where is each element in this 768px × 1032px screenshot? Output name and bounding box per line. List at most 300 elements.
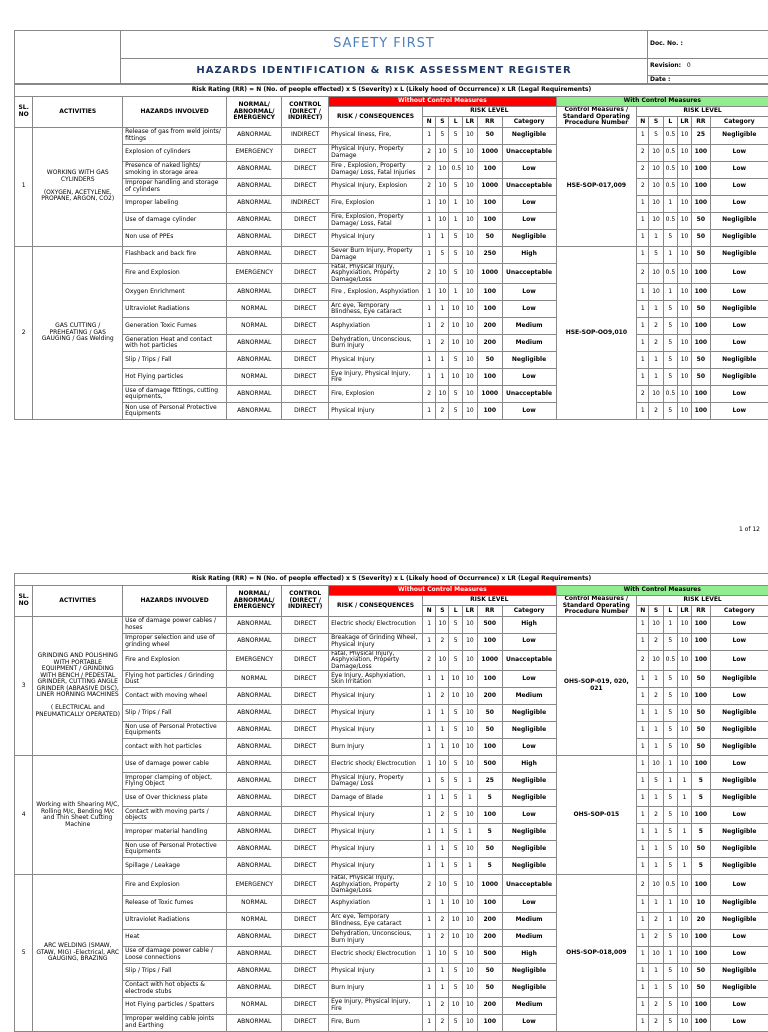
- lr-cell: 10: [677, 161, 691, 178]
- control-type-cell: DIRECT: [282, 912, 329, 929]
- table-row: [15, 403, 768, 420]
- rr-cell: 100: [692, 178, 710, 195]
- l-cell: 5: [663, 403, 677, 420]
- s-cell: 1: [436, 705, 449, 722]
- category-cell: Medium: [502, 997, 556, 1014]
- l-cell: 5: [449, 790, 462, 807]
- l-cell: 5: [663, 352, 677, 369]
- col-s: S: [649, 606, 663, 616]
- category-cell: Low: [502, 195, 556, 212]
- category-cell: Negligible: [710, 246, 768, 263]
- table-row: [15, 997, 768, 1014]
- l-cell: 0.5: [663, 386, 677, 403]
- condition-cell: ABNORMAL: [227, 790, 282, 807]
- category-cell: Low: [710, 161, 768, 178]
- n-cell: 2: [422, 263, 435, 284]
- control-type-cell: INDIRECT: [282, 195, 329, 212]
- s-cell: 10: [649, 946, 663, 963]
- without-control-header: Without Control Measures: [329, 97, 556, 107]
- condition-cell: ABNORMAL: [227, 195, 282, 212]
- hazard-cell: Presence of naked lights/ smoking in storage area: [123, 161, 227, 178]
- control-type-cell: DIRECT: [282, 895, 329, 912]
- l-cell: 5: [663, 335, 677, 352]
- l-cell: 5: [449, 875, 462, 896]
- consequence-cell: Eye Injury, Physical Injury, Fire: [329, 997, 423, 1014]
- l-cell: 5: [663, 963, 677, 980]
- rr-cell: 100: [692, 144, 710, 161]
- hazard-cell: Ultraviolet Radiations: [123, 301, 227, 318]
- l-cell: 5: [449, 858, 462, 875]
- category-cell: Low: [502, 284, 556, 301]
- n-cell: 1: [637, 929, 649, 946]
- rr-cell: 200: [478, 997, 502, 1014]
- control-type-cell: DIRECT: [282, 722, 329, 739]
- l-cell: 5: [449, 178, 462, 195]
- lr-cell: 10: [462, 895, 477, 912]
- lr-cell: 10: [677, 369, 691, 386]
- lr-cell: 10: [462, 875, 477, 896]
- register-title: HAZARDS IDENTIFICATION & RISK ASSESSMENT REGISTER: [121, 59, 648, 84]
- category-cell: Unacceptable: [502, 178, 556, 195]
- col-l: L: [449, 117, 462, 127]
- hazard-cell: Non use of Personal Protective Equipments: [123, 722, 227, 739]
- l-cell: 1: [663, 756, 677, 773]
- n-cell: 1: [637, 705, 649, 722]
- table-row: [15, 824, 768, 841]
- consequence-cell: Electric shock/ Electrocution: [329, 946, 423, 963]
- hazard-cell: Release of Toxic fumes: [123, 895, 227, 912]
- category-cell: Medium: [502, 335, 556, 352]
- n-cell: 1: [422, 858, 435, 875]
- lr-cell: 10: [462, 229, 477, 246]
- n-cell: 1: [422, 997, 435, 1014]
- lr-cell: 10: [677, 895, 691, 912]
- control-type-cell: DIRECT: [282, 386, 329, 403]
- condition-cell: ABNORMAL: [227, 963, 282, 980]
- consequence-cell: Breakage of Grinding Wheel, Physical Injury: [329, 633, 423, 650]
- lr-cell: 1: [677, 790, 691, 807]
- n-cell: 1: [422, 127, 435, 144]
- category-cell: Low: [710, 756, 768, 773]
- n-cell: 1: [637, 756, 649, 773]
- category-cell: Low: [710, 335, 768, 352]
- activity-cell: Working with Shearing M/C, Rolling M/c, Bending M/c and Thin Sheet Cutting Machine: [33, 756, 123, 875]
- consequence-cell: Arc eye, Temporary Blindness, Eye cataract: [329, 912, 423, 929]
- category-cell: High: [502, 756, 556, 773]
- s-cell: 2: [649, 688, 663, 705]
- consequence-cell: Asphyxiation: [329, 318, 423, 335]
- sl-number: 1: [15, 127, 33, 246]
- l-cell: 5: [663, 1014, 677, 1031]
- n-cell: 2: [637, 144, 649, 161]
- hazard-cell: Use of damage fittings, cutting equipments,: [123, 386, 227, 403]
- without-control-header: Without Control Measures: [329, 586, 556, 596]
- condition-cell: ABNORMAL: [227, 616, 282, 633]
- l-cell: 10: [449, 671, 462, 688]
- rr-cell: 1000: [478, 144, 502, 161]
- lr-cell: 10: [462, 946, 477, 963]
- s-cell: 1: [436, 963, 449, 980]
- hazard-cell: Improper labeling: [123, 195, 227, 212]
- consequence-cell: Physical Injury, Property Damage: [329, 144, 423, 161]
- rr-cell: 100: [478, 212, 502, 229]
- table-row: [15, 144, 768, 161]
- lr-cell: 10: [462, 633, 477, 650]
- lr-cell: 10: [677, 284, 691, 301]
- category-cell: Negligible: [710, 773, 768, 790]
- lr-cell: 10: [677, 403, 691, 420]
- lr-cell: 10: [462, 127, 477, 144]
- lr-cell: 1: [462, 858, 477, 875]
- l-cell: 5: [663, 301, 677, 318]
- col-lr: LR: [462, 606, 477, 616]
- control-type-cell: DIRECT: [282, 263, 329, 284]
- rr-cell: 100: [692, 1014, 710, 1031]
- condition-cell: ABNORMAL: [227, 178, 282, 195]
- col-category: Category: [502, 117, 556, 127]
- table-row: [15, 229, 768, 246]
- n-cell: 1: [637, 352, 649, 369]
- rr-cell: 10: [692, 895, 710, 912]
- category-cell: Unacceptable: [502, 144, 556, 161]
- hazard-cell: Use of damage power cable / Loose connections: [123, 946, 227, 963]
- lr-cell: 10: [677, 929, 691, 946]
- n-cell: 1: [422, 963, 435, 980]
- l-cell: 0.5: [449, 161, 462, 178]
- rr-cell: 50: [478, 722, 502, 739]
- table-row: [15, 386, 768, 403]
- col-s: S: [436, 117, 449, 127]
- control-type-cell: DIRECT: [282, 929, 329, 946]
- condition-cell: NORMAL: [227, 369, 282, 386]
- category-cell: Negligible: [502, 127, 556, 144]
- n-cell: 1: [637, 246, 649, 263]
- s-cell: 1: [649, 722, 663, 739]
- l-cell: 0.5: [663, 212, 677, 229]
- s-cell: 2: [649, 1014, 663, 1031]
- control-type-cell: DIRECT: [282, 633, 329, 650]
- n-cell: 1: [422, 688, 435, 705]
- control-type-cell: DIRECT: [282, 403, 329, 420]
- lr-cell: 10: [462, 722, 477, 739]
- n-cell: 1: [422, 352, 435, 369]
- n-cell: 1: [422, 824, 435, 841]
- lr-cell: 10: [677, 212, 691, 229]
- table-row: [15, 739, 768, 756]
- category-cell: Medium: [502, 912, 556, 929]
- rr-cell: 50: [692, 229, 710, 246]
- s-cell: 10: [436, 178, 449, 195]
- n-cell: 2: [637, 161, 649, 178]
- table-row: [15, 178, 768, 195]
- category-cell: High: [502, 616, 556, 633]
- col-n: N: [422, 606, 435, 616]
- rr-cell: 100: [692, 335, 710, 352]
- rr-cell: 50: [692, 246, 710, 263]
- category-cell: Low: [502, 739, 556, 756]
- rr-cell: 25: [478, 773, 502, 790]
- rr-cell: 5: [478, 824, 502, 841]
- s-cell: 10: [649, 212, 663, 229]
- n-cell: 1: [637, 616, 649, 633]
- lr-cell: 10: [462, 739, 477, 756]
- consequence-cell: Fatal, Physical Injury, Asphyxiation, Property Damage/Loss: [329, 263, 423, 284]
- rr-cell: 5: [478, 790, 502, 807]
- consequence-cell: Asphyxiation: [329, 895, 423, 912]
- rr-cell: 50: [478, 963, 502, 980]
- control-type-cell: DIRECT: [282, 161, 329, 178]
- rr-cell: 50: [692, 705, 710, 722]
- lr-cell: 10: [462, 650, 477, 671]
- activity-cell: WORKING WITH GAS CYLINDERS (OXYGEN, ACETYLENE, PROPANE, ARGON, CO2): [33, 127, 123, 246]
- category-cell: Negligible: [502, 841, 556, 858]
- table-row: [15, 352, 768, 369]
- lr-cell: 1: [462, 773, 477, 790]
- control-type-cell: DIRECT: [282, 178, 329, 195]
- lr-cell: 10: [462, 688, 477, 705]
- n-cell: 1: [637, 127, 649, 144]
- condition-cell: ABNORMAL: [227, 722, 282, 739]
- category-cell: Low: [502, 1014, 556, 1031]
- l-cell: 5: [449, 946, 462, 963]
- risk-rating-formula: Risk Rating (RR) = N (No. of people effected) x S (Severity) x L (Likely hood of Occurrence) x LR (Legal Requirements): [15, 85, 768, 97]
- category-cell: Negligible: [710, 212, 768, 229]
- s-cell: 10: [436, 284, 449, 301]
- control-type-cell: DIRECT: [282, 773, 329, 790]
- l-cell: 5: [449, 756, 462, 773]
- control-type-cell: DIRECT: [282, 963, 329, 980]
- n-cell: 2: [422, 178, 435, 195]
- s-cell: 2: [649, 318, 663, 335]
- consequence-cell: Physical Injury: [329, 841, 423, 858]
- l-cell: 10: [449, 912, 462, 929]
- col-category: Category: [710, 606, 768, 616]
- col-sl: SL. NO: [15, 97, 33, 128]
- n-cell: 1: [637, 229, 649, 246]
- l-cell: 5: [663, 369, 677, 386]
- condition-cell: ABNORMAL: [227, 161, 282, 178]
- consequence-cell: Fire, Explosion: [329, 386, 423, 403]
- s-cell: 2: [649, 929, 663, 946]
- rr-cell: 100: [692, 403, 710, 420]
- n-cell: 1: [637, 824, 649, 841]
- consequence-cell: Physical Injury: [329, 705, 423, 722]
- category-cell: Negligible: [710, 229, 768, 246]
- table-row: [15, 790, 768, 807]
- l-cell: 1: [663, 946, 677, 963]
- condition-cell: ABNORMAL: [227, 858, 282, 875]
- page-2: [14, 573, 768, 1032]
- l-cell: 10: [449, 335, 462, 352]
- consequence-cell: Physical Injury: [329, 403, 423, 420]
- l-cell: 5: [449, 352, 462, 369]
- s-cell: 1: [649, 301, 663, 318]
- lr-cell: 10: [677, 688, 691, 705]
- sop-number-cell: OHS-SOP-019, 020, 021: [556, 616, 637, 756]
- lr-cell: 10: [677, 946, 691, 963]
- l-cell: 0.5: [663, 144, 677, 161]
- control-type-cell: DIRECT: [282, 807, 329, 824]
- l-cell: 5: [449, 722, 462, 739]
- rr-cell: 200: [478, 688, 502, 705]
- lr-cell: 10: [677, 318, 691, 335]
- lr-cell: 10: [677, 229, 691, 246]
- s-cell: 10: [436, 386, 449, 403]
- lr-cell: 10: [677, 912, 691, 929]
- consequence-cell: Fire, Explosion, Property Damage/ Loss, Fatal: [329, 212, 423, 229]
- table-row: [15, 318, 768, 335]
- s-cell: 10: [649, 178, 663, 195]
- category-cell: Negligible: [710, 858, 768, 875]
- sl-number: 3: [15, 616, 33, 756]
- s-cell: 1: [436, 895, 449, 912]
- lr-cell: 10: [677, 301, 691, 318]
- l-cell: 5: [449, 616, 462, 633]
- rr-cell: 5: [478, 858, 502, 875]
- s-cell: 1: [649, 895, 663, 912]
- s-cell: 2: [436, 807, 449, 824]
- category-cell: Negligible: [502, 705, 556, 722]
- l-cell: 5: [449, 633, 462, 650]
- category-cell: Low: [710, 946, 768, 963]
- col-hazards: HAZARDS INVOLVED: [123, 97, 227, 128]
- category-cell: Negligible: [502, 722, 556, 739]
- hazard-cell: Improper selection and use of grinding wheel: [123, 633, 227, 650]
- category-cell: Low: [710, 318, 768, 335]
- lr-cell: 10: [462, 195, 477, 212]
- condition-cell: EMERGENCY: [227, 144, 282, 161]
- col-rr: RR: [478, 606, 502, 616]
- table-row: [15, 807, 768, 824]
- n-cell: 2: [637, 386, 649, 403]
- consequence-cell: Physical Injury: [329, 824, 423, 841]
- l-cell: 0.5: [663, 127, 677, 144]
- lr-cell: 10: [677, 722, 691, 739]
- col-hazards: HAZARDS INVOLVED: [123, 586, 227, 617]
- hazard-cell: Slip / Trips / Fall: [123, 963, 227, 980]
- rr-cell: 50: [692, 212, 710, 229]
- lr-cell: 10: [462, 929, 477, 946]
- lr-cell: 10: [677, 386, 691, 403]
- condition-cell: ABNORMAL: [227, 739, 282, 756]
- rr-cell: 100: [478, 161, 502, 178]
- rr-cell: 1000: [478, 263, 502, 284]
- control-type-cell: DIRECT: [282, 246, 329, 263]
- l-cell: 5: [663, 824, 677, 841]
- activity-cell: ARC WELDING (SMAW, GTAW, MIG) -Electrical, ARC GAUGING, BRAZING: [33, 875, 123, 1032]
- control-type-cell: INDIRECT: [282, 127, 329, 144]
- hazard-cell: Flying hot particles / Grinding Dust: [123, 671, 227, 688]
- l-cell: 5: [449, 386, 462, 403]
- n-cell: 1: [637, 671, 649, 688]
- s-cell: 10: [649, 195, 663, 212]
- l-cell: 10: [449, 688, 462, 705]
- col-risk-level-with: RISK LEVEL: [637, 107, 768, 117]
- rr-cell: 50: [692, 369, 710, 386]
- s-cell: 2: [649, 997, 663, 1014]
- hazard-cell: Generation Toxic Fumes: [123, 318, 227, 335]
- n-cell: 1: [637, 195, 649, 212]
- l-cell: 5: [449, 773, 462, 790]
- doc-no-label: Doc. No. :: [650, 40, 683, 47]
- control-type-cell: DIRECT: [282, 858, 329, 875]
- l-cell: 5: [449, 705, 462, 722]
- n-cell: 1: [422, 284, 435, 301]
- lr-cell: 10: [462, 284, 477, 301]
- category-cell: Negligible: [502, 790, 556, 807]
- s-cell: 1: [436, 722, 449, 739]
- rr-cell: 1000: [478, 178, 502, 195]
- control-type-cell: DIRECT: [282, 688, 329, 705]
- condition-cell: NORMAL: [227, 671, 282, 688]
- consequence-cell: Damage of Blade: [329, 790, 423, 807]
- n-cell: 1: [422, 773, 435, 790]
- rr-cell: 100: [692, 633, 710, 650]
- control-type-cell: DIRECT: [282, 301, 329, 318]
- lr-cell: 10: [462, 212, 477, 229]
- s-cell: 1: [649, 858, 663, 875]
- n-cell: 1: [637, 946, 649, 963]
- n-cell: 1: [422, 301, 435, 318]
- category-cell: Low: [502, 671, 556, 688]
- control-type-cell: DIRECT: [282, 1014, 329, 1031]
- lr-cell: 10: [677, 980, 691, 997]
- l-cell: 5: [663, 790, 677, 807]
- n-cell: 1: [637, 895, 649, 912]
- table-row: [15, 756, 768, 773]
- s-cell: 10: [649, 875, 663, 896]
- hazard-cell: Slip / Trips / Fall: [123, 352, 227, 369]
- lr-cell: 10: [677, 616, 691, 633]
- n-cell: 1: [422, 671, 435, 688]
- condition-cell: NORMAL: [227, 912, 282, 929]
- rr-cell: 100: [692, 756, 710, 773]
- s-cell: 1: [649, 790, 663, 807]
- col-normal: NORMAL/ ABNORMAL/ EMERGENCY: [227, 586, 282, 617]
- s-cell: 1: [436, 301, 449, 318]
- lr-cell: 10: [462, 318, 477, 335]
- l-cell: 5: [663, 229, 677, 246]
- control-type-cell: DIRECT: [282, 946, 329, 963]
- l-cell: 5: [449, 403, 462, 420]
- condition-cell: ABNORMAL: [227, 1014, 282, 1031]
- consequence-cell: Physical Injury: [329, 807, 423, 824]
- lr-cell: 10: [677, 650, 691, 671]
- s-cell: 1: [649, 705, 663, 722]
- rr-cell: 50: [478, 229, 502, 246]
- category-cell: Low: [710, 1014, 768, 1031]
- sop-number-cell: OHS-SOP-018,009: [556, 875, 637, 1032]
- s-cell: 10: [649, 616, 663, 633]
- hazard-cell: Fire and Explosion: [123, 650, 227, 671]
- consequence-cell: Fatal, Physical Injury, Asphyxiation, Property Damage/Loss: [329, 875, 423, 896]
- col-n: N: [637, 117, 649, 127]
- consequence-cell: Physical Injury: [329, 229, 423, 246]
- l-cell: 1: [663, 773, 677, 790]
- category-cell: Low: [710, 263, 768, 284]
- consequence-cell: Fire, Explosion: [329, 195, 423, 212]
- category-cell: Negligible: [710, 671, 768, 688]
- rr-cell: 100: [692, 284, 710, 301]
- s-cell: 2: [436, 335, 449, 352]
- lr-cell: 10: [462, 997, 477, 1014]
- table-row: [15, 195, 768, 212]
- category-cell: Negligible: [710, 705, 768, 722]
- l-cell: 1: [449, 195, 462, 212]
- n-cell: 1: [637, 403, 649, 420]
- hazard-cell: Non use of Personal Protective Equipments: [123, 841, 227, 858]
- category-cell: Negligible: [710, 963, 768, 980]
